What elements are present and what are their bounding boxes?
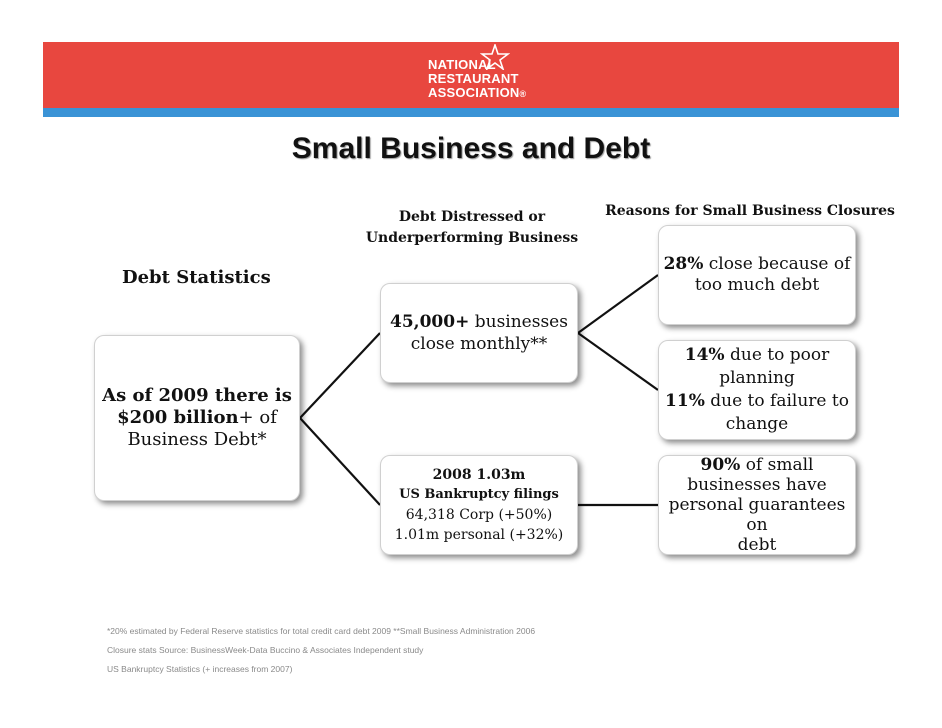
- connector-left-to-mid1: [300, 333, 380, 418]
- too-much-debt-suffix: close because of: [703, 254, 851, 274]
- personal-guarantees-line3: personal guarantees on: [668, 495, 846, 535]
- monthly-closures-line2: close monthly**: [410, 334, 548, 354]
- personal-guarantees-percent: 90%: [700, 455, 741, 475]
- distressed-heading-line2: Underperforming Business: [365, 230, 579, 246]
- logo-line-national: NATIONAL: [428, 57, 496, 72]
- connector-mid1-to-r1: [578, 275, 658, 333]
- personal-guarantees-line2: businesses have: [687, 475, 827, 495]
- personal-guarantees-line1: [700, 455, 813, 475]
- bankruptcy-line1: 2008 1.03m: [432, 467, 526, 483]
- planning-change-box: [658, 340, 856, 440]
- footnote-3: US Bankruptcy Statistics (+ increases from 2007): [107, 664, 293, 674]
- bankruptcy-line3: 64,318 Corp (+50%): [405, 507, 553, 523]
- footnote-2: Closure stats Source: BusinessWeek-Data Buccino & Associates Independent study: [107, 645, 424, 655]
- connector-left-to-mid2: [300, 418, 380, 505]
- personal-guarantees-box: [658, 455, 856, 555]
- monthly-closures-suffix: businesses: [469, 312, 568, 332]
- logo-line-restaurant: RESTAURANT: [428, 71, 519, 86]
- closures-heading: Reasons for Small Business Closures: [605, 203, 895, 219]
- poor-planning-line1: [685, 344, 829, 367]
- too-much-debt-line1: [664, 254, 851, 275]
- debt-box-line3: Business Debt*: [127, 429, 267, 450]
- failure-to-change-line2: change: [725, 414, 789, 434]
- personal-guarantees-suffix: of small: [740, 455, 814, 475]
- debt-box-line1: As of 2009 there is: [102, 385, 292, 406]
- monthly-closures-box: [380, 283, 578, 383]
- connector-mid1-to-r2: [578, 333, 658, 390]
- footnote-1: *20% estimated by Federal Reserve statistics for total credit card debt 2009 **Small Business Administration 2006: [107, 626, 536, 636]
- failure-to-change-suffix: due to failure to: [704, 391, 849, 411]
- page-title: Small Business and Debt: [291, 132, 651, 165]
- debt-statistics-heading: Debt Statistics: [122, 267, 271, 288]
- debt-amount-suffix: + of: [238, 407, 277, 428]
- failure-to-change-percent: 11%: [665, 391, 705, 411]
- failure-to-change-line1: [665, 390, 849, 413]
- debt-box-line2: [117, 407, 277, 429]
- bankruptcy-filings-box: [380, 455, 578, 555]
- bankruptcy-line4: 1.01m personal (+32%): [394, 527, 564, 543]
- debt-amount: $200 billion: [117, 407, 239, 428]
- poor-planning-suffix: due to poor: [724, 345, 830, 365]
- poor-planning-percent: 14%: [684, 345, 725, 365]
- personal-guarantees-line4: debt: [737, 535, 777, 555]
- logo-association-text: ASSOCIATION: [428, 85, 520, 100]
- poor-planning-line2: planning: [719, 368, 795, 388]
- too-much-debt-line2: too much debt: [694, 275, 820, 295]
- too-much-debt-percent: 28%: [663, 254, 704, 274]
- registered-mark: ®: [519, 89, 527, 99]
- monthly-closures-number: 45,000+: [390, 312, 470, 332]
- distressed-heading-line1: Debt Distressed or: [398, 209, 546, 225]
- monthly-closures-line1: [390, 311, 568, 333]
- too-much-debt-box: [658, 225, 856, 325]
- bankruptcy-line2: US Bankruptcy filings: [399, 487, 559, 502]
- debt-statistics-box: [94, 335, 300, 501]
